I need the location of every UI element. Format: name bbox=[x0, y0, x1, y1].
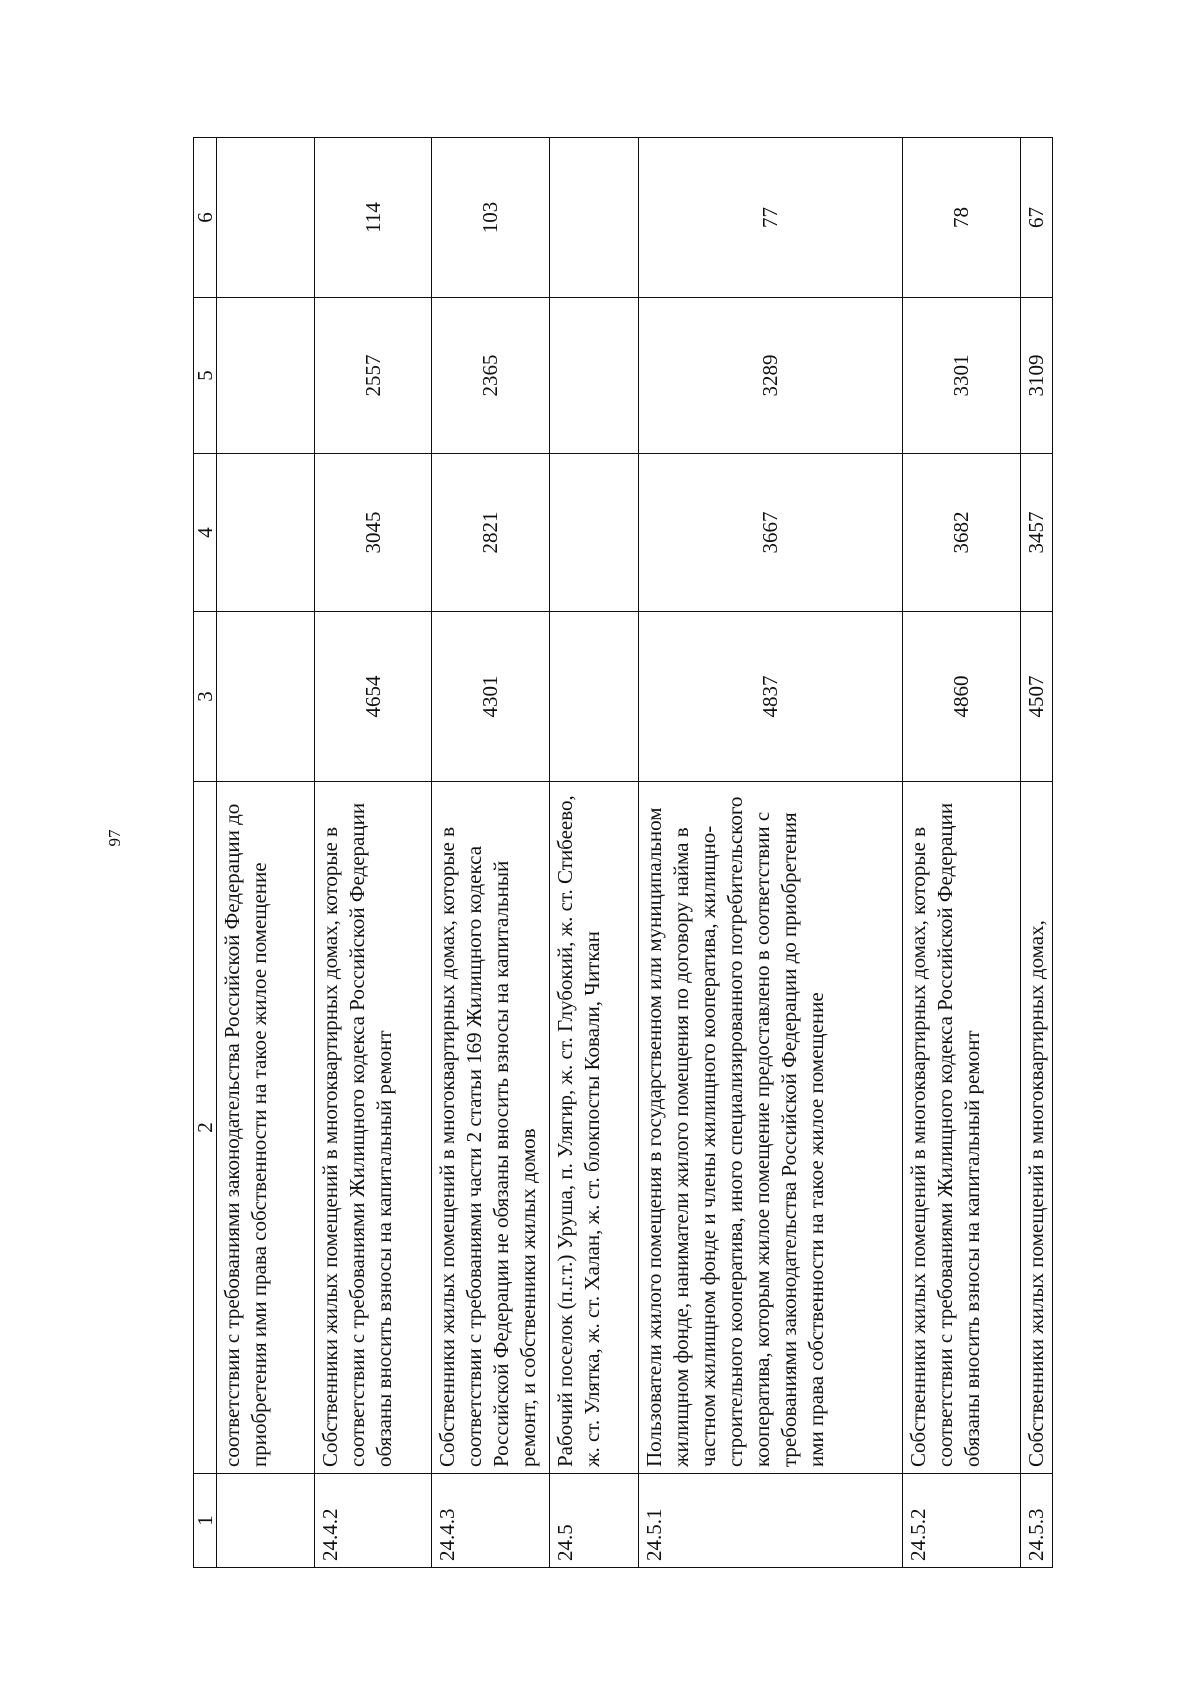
row-code: 24.5 bbox=[549, 1474, 638, 1568]
row-value-col6 bbox=[549, 138, 638, 298]
table-row bbox=[432, 138, 549, 1568]
row-description: Собственники жилых помещений в многоквартирных домах, которые в соответствии с требованиями Жилищного кодекса Российской Федерации обязаны вносить взносы на капитальный ремонт bbox=[315, 782, 432, 1474]
row-value-col6: 114 bbox=[315, 138, 432, 298]
row-value-col3: 4860 bbox=[903, 612, 1020, 782]
row-value-col5: 3289 bbox=[638, 298, 903, 454]
tariff-table bbox=[193, 137, 1053, 1568]
row-value-col6 bbox=[217, 138, 315, 298]
row-description: соответствии с требованиями законодательства Российской Федерации до приобретения ими права собственности на такое жилое помещение bbox=[217, 782, 315, 1474]
header-cell: 6 bbox=[194, 138, 217, 298]
row-value-col4: 3045 bbox=[315, 454, 432, 612]
row-code: 24.5.2 bbox=[903, 1474, 1020, 1568]
header-cell: 4 bbox=[194, 454, 217, 612]
table-row bbox=[903, 138, 1020, 1568]
row-code: 24.5.1 bbox=[638, 1474, 903, 1568]
row-description: Собственники жилых помещений в многоквартирных домах, bbox=[1020, 782, 1052, 1474]
table-row bbox=[315, 138, 432, 1568]
row-value-col5: 2365 bbox=[432, 298, 549, 454]
row-value-col6: 103 bbox=[432, 138, 549, 298]
header-cell: 3 bbox=[194, 612, 217, 782]
table-viewport bbox=[193, 138, 1053, 1568]
row-value-col4 bbox=[217, 454, 315, 612]
header-cell: 1 bbox=[194, 1474, 217, 1568]
row-description: Собственники жилых помещений в многоквартирных домах, которые в соответствии с требованиями части 2 статьи 169 Жилищного кодекса Российской Федерации не обязаны вносить взносы на капитальный ремонт, и собственники жилых домов bbox=[432, 782, 549, 1474]
row-value-col5: 2557 bbox=[315, 298, 432, 454]
row-code: 24.4.2 bbox=[315, 1474, 432, 1568]
row-value-col5 bbox=[217, 298, 315, 454]
table-row bbox=[638, 138, 903, 1568]
row-code bbox=[217, 1474, 315, 1568]
row-description: Рабочий поселок (п.г.т.) Уруша, п. Улягир, ж. ст. Глубокий, ж. ст. Стибеево, ж. ст. Улятка, ж. ст. Халан, ж. ст. блокпосты Ковали, Читкан bbox=[549, 782, 638, 1474]
row-value-col4: 3682 bbox=[903, 454, 1020, 612]
row-value-col4: 3457 bbox=[1020, 454, 1052, 612]
row-code: 24.5.3 bbox=[1020, 1474, 1052, 1568]
row-value-col3: 4507 bbox=[1020, 612, 1052, 782]
row-description: Пользователи жилого помещения в государственном или муниципальном жилищном фонде, наниматели жилого помещения по договору найма в частном жилищном фонде и члены жилищного кооператива, жилищно-строительного кооператива, иного специализированного потребительского кооператива, которым жилое помещение предоставлено в соответствии с требованиями законодательства Российской Федерации до приобретения ими права собственности на такое жилое помещение bbox=[638, 782, 903, 1474]
row-value-col3: 4301 bbox=[432, 612, 549, 782]
row-value-col6: 77 bbox=[638, 138, 903, 298]
row-value-col4: 2821 bbox=[432, 454, 549, 612]
header-cell: 2 bbox=[194, 782, 217, 1474]
table-row bbox=[549, 138, 638, 1568]
row-value-col3: 4654 bbox=[315, 612, 432, 782]
header-cell: 5 bbox=[194, 298, 217, 454]
row-value-col5 bbox=[549, 298, 638, 454]
row-value-col5: 3301 bbox=[903, 298, 1020, 454]
table-row bbox=[217, 138, 315, 1568]
row-value-col6: 78 bbox=[903, 138, 1020, 298]
row-value-col6: 67 bbox=[1020, 138, 1052, 298]
page-number: 97 bbox=[105, 829, 124, 847]
table-row bbox=[1020, 138, 1052, 1568]
row-value-col5: 3109 bbox=[1020, 298, 1052, 454]
row-description: Собственники жилых помещений в многоквартирных домах, которые в соответствии с требованиями Жилищного кодекса Российской Федерации обязаны вносить взносы на капитальный ремонт bbox=[903, 782, 1020, 1474]
row-value-col3 bbox=[549, 612, 638, 782]
row-value-col4: 3667 bbox=[638, 454, 903, 612]
row-code: 24.4.3 bbox=[432, 1474, 549, 1568]
row-value-col4 bbox=[549, 454, 638, 612]
row-value-col3: 4837 bbox=[638, 612, 903, 782]
table-header-row bbox=[194, 138, 217, 1568]
row-value-col3 bbox=[217, 612, 315, 782]
